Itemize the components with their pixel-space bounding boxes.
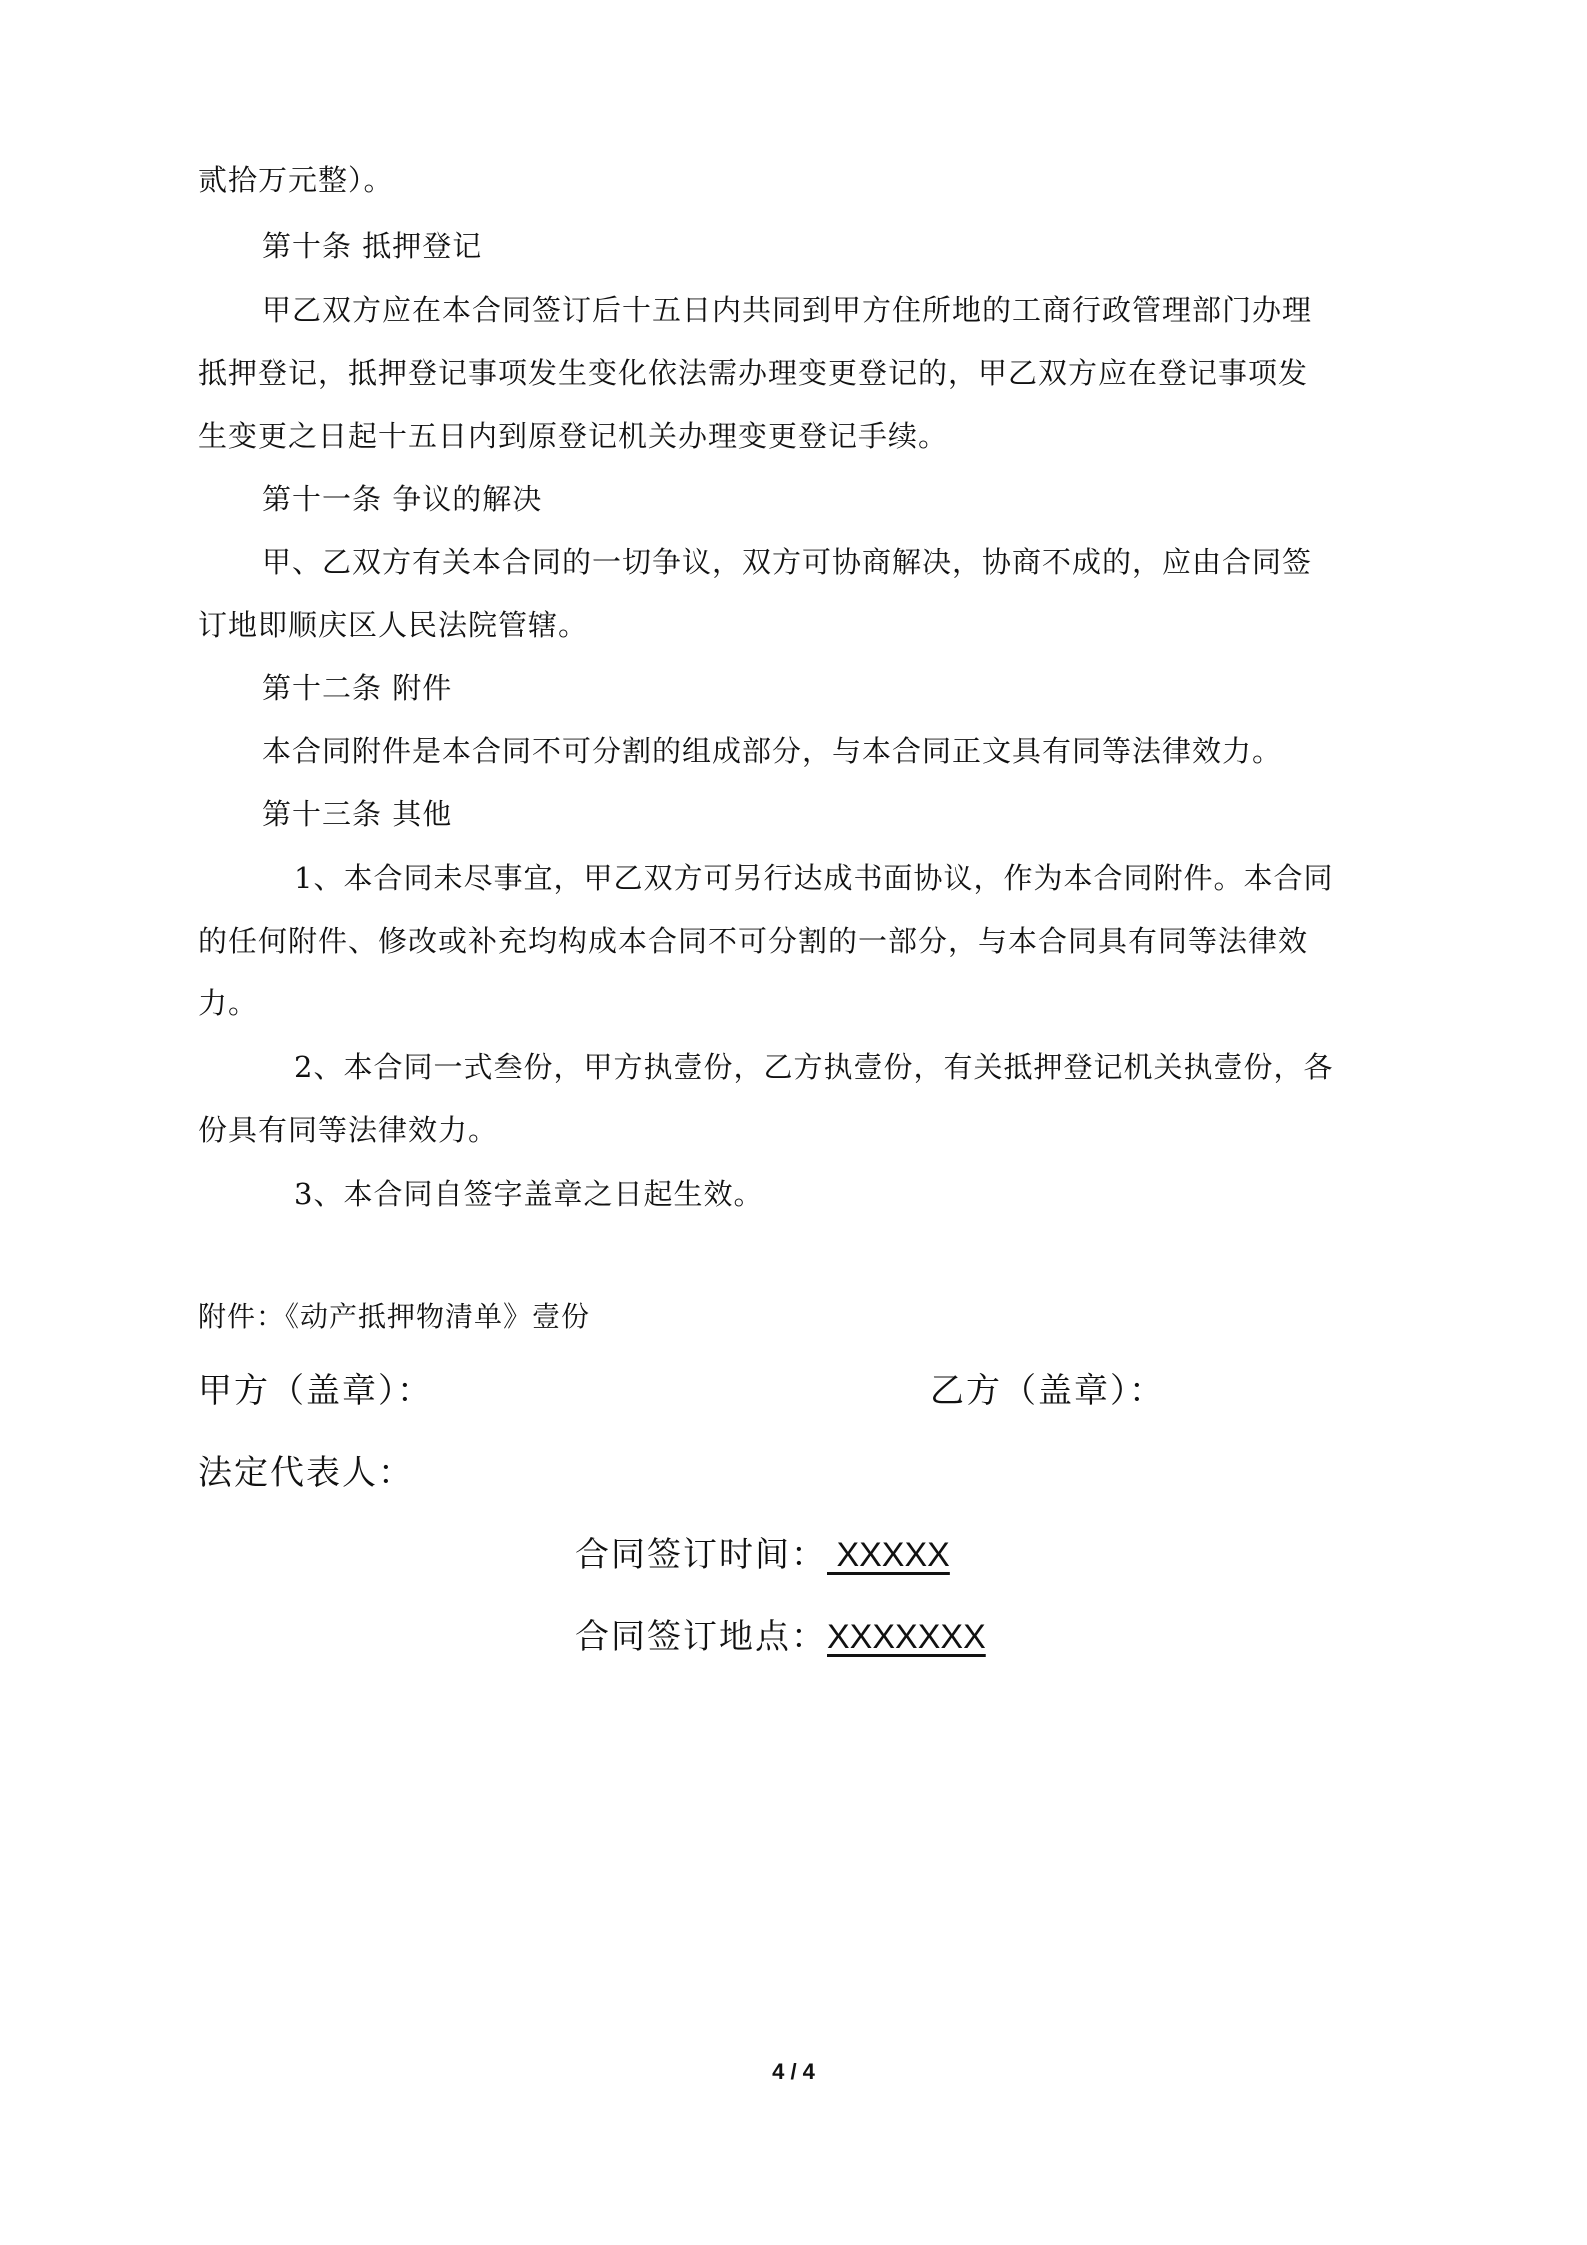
page-number: 4 / 4 [772, 2059, 815, 2084]
paragraph-line: 本合同附件是本合同不可分割的组成部分，与本合同正文具有同等法律效力。 [262, 734, 1283, 768]
paragraph-line: 贰拾万元整）。 [198, 163, 394, 197]
paragraph-line: 甲乙双方应在本合同签订后十五日内共同到甲方住所地的工商行政管理部门办理 [262, 293, 1313, 327]
attachment-note: 附件：《动产抵押物清单》壹份 [198, 1300, 591, 1333]
sign-place-label: 合同签订地点： [575, 1617, 827, 1657]
party-b-seal-label: 乙方（盖章）： [930, 1371, 1165, 1411]
paragraph-line: 的任何附件、修改或补充均构成本合同不可分割的一部分，与本合同具有同等法律效 [198, 924, 1309, 958]
list-item-3: 3、本合同自签字盖章之日起生效。 [294, 1177, 764, 1211]
paragraph-line: 抵押登记，抵押登记事项发生变化依法需办理变更登记的，甲乙双方应在登记事项发 [198, 356, 1309, 390]
article-10-heading: 第十条 抵押登记 [262, 229, 483, 263]
paragraph-line: 份具有同等法律效力。 [198, 1113, 499, 1147]
sign-time-label: 合同签订时间： [575, 1535, 827, 1575]
paragraph-line: 生变更之日起十五日内到原登记机关办理变更登记手续。 [198, 419, 949, 453]
paragraph-line: 甲、乙双方有关本合同的一切争议，双方可协商解决，协商不成的，应由合同签 [262, 545, 1313, 579]
sign-place-row [575, 1614, 986, 1660]
paragraph-line: 力。 [198, 986, 259, 1020]
article-11-heading: 第十一条 争议的解决 [262, 482, 543, 516]
sign-time-value: XXXXX [827, 1536, 950, 1574]
legal-representative-label: 法定代表人： [198, 1453, 414, 1493]
paragraph-line: 订地即顺庆区人民法院管辖。 [198, 608, 589, 642]
list-item-1: 1、本合同未尽事宜，甲乙双方可另行达成书面协议，作为本合同附件。本合同 [294, 861, 1334, 895]
list-item-2: 2、本合同一式叁份，甲方执壹份，乙方执壹份，有关抵押登记机关执壹份，各 [294, 1050, 1334, 1084]
article-12-heading: 第十二条 附件 [262, 671, 453, 705]
article-13-heading: 第十三条 其他 [262, 797, 453, 831]
party-a-seal-label: 甲方（盖章）： [198, 1371, 433, 1411]
sign-time-row [575, 1532, 950, 1578]
sign-place-value: XXXXXXX [827, 1618, 986, 1656]
